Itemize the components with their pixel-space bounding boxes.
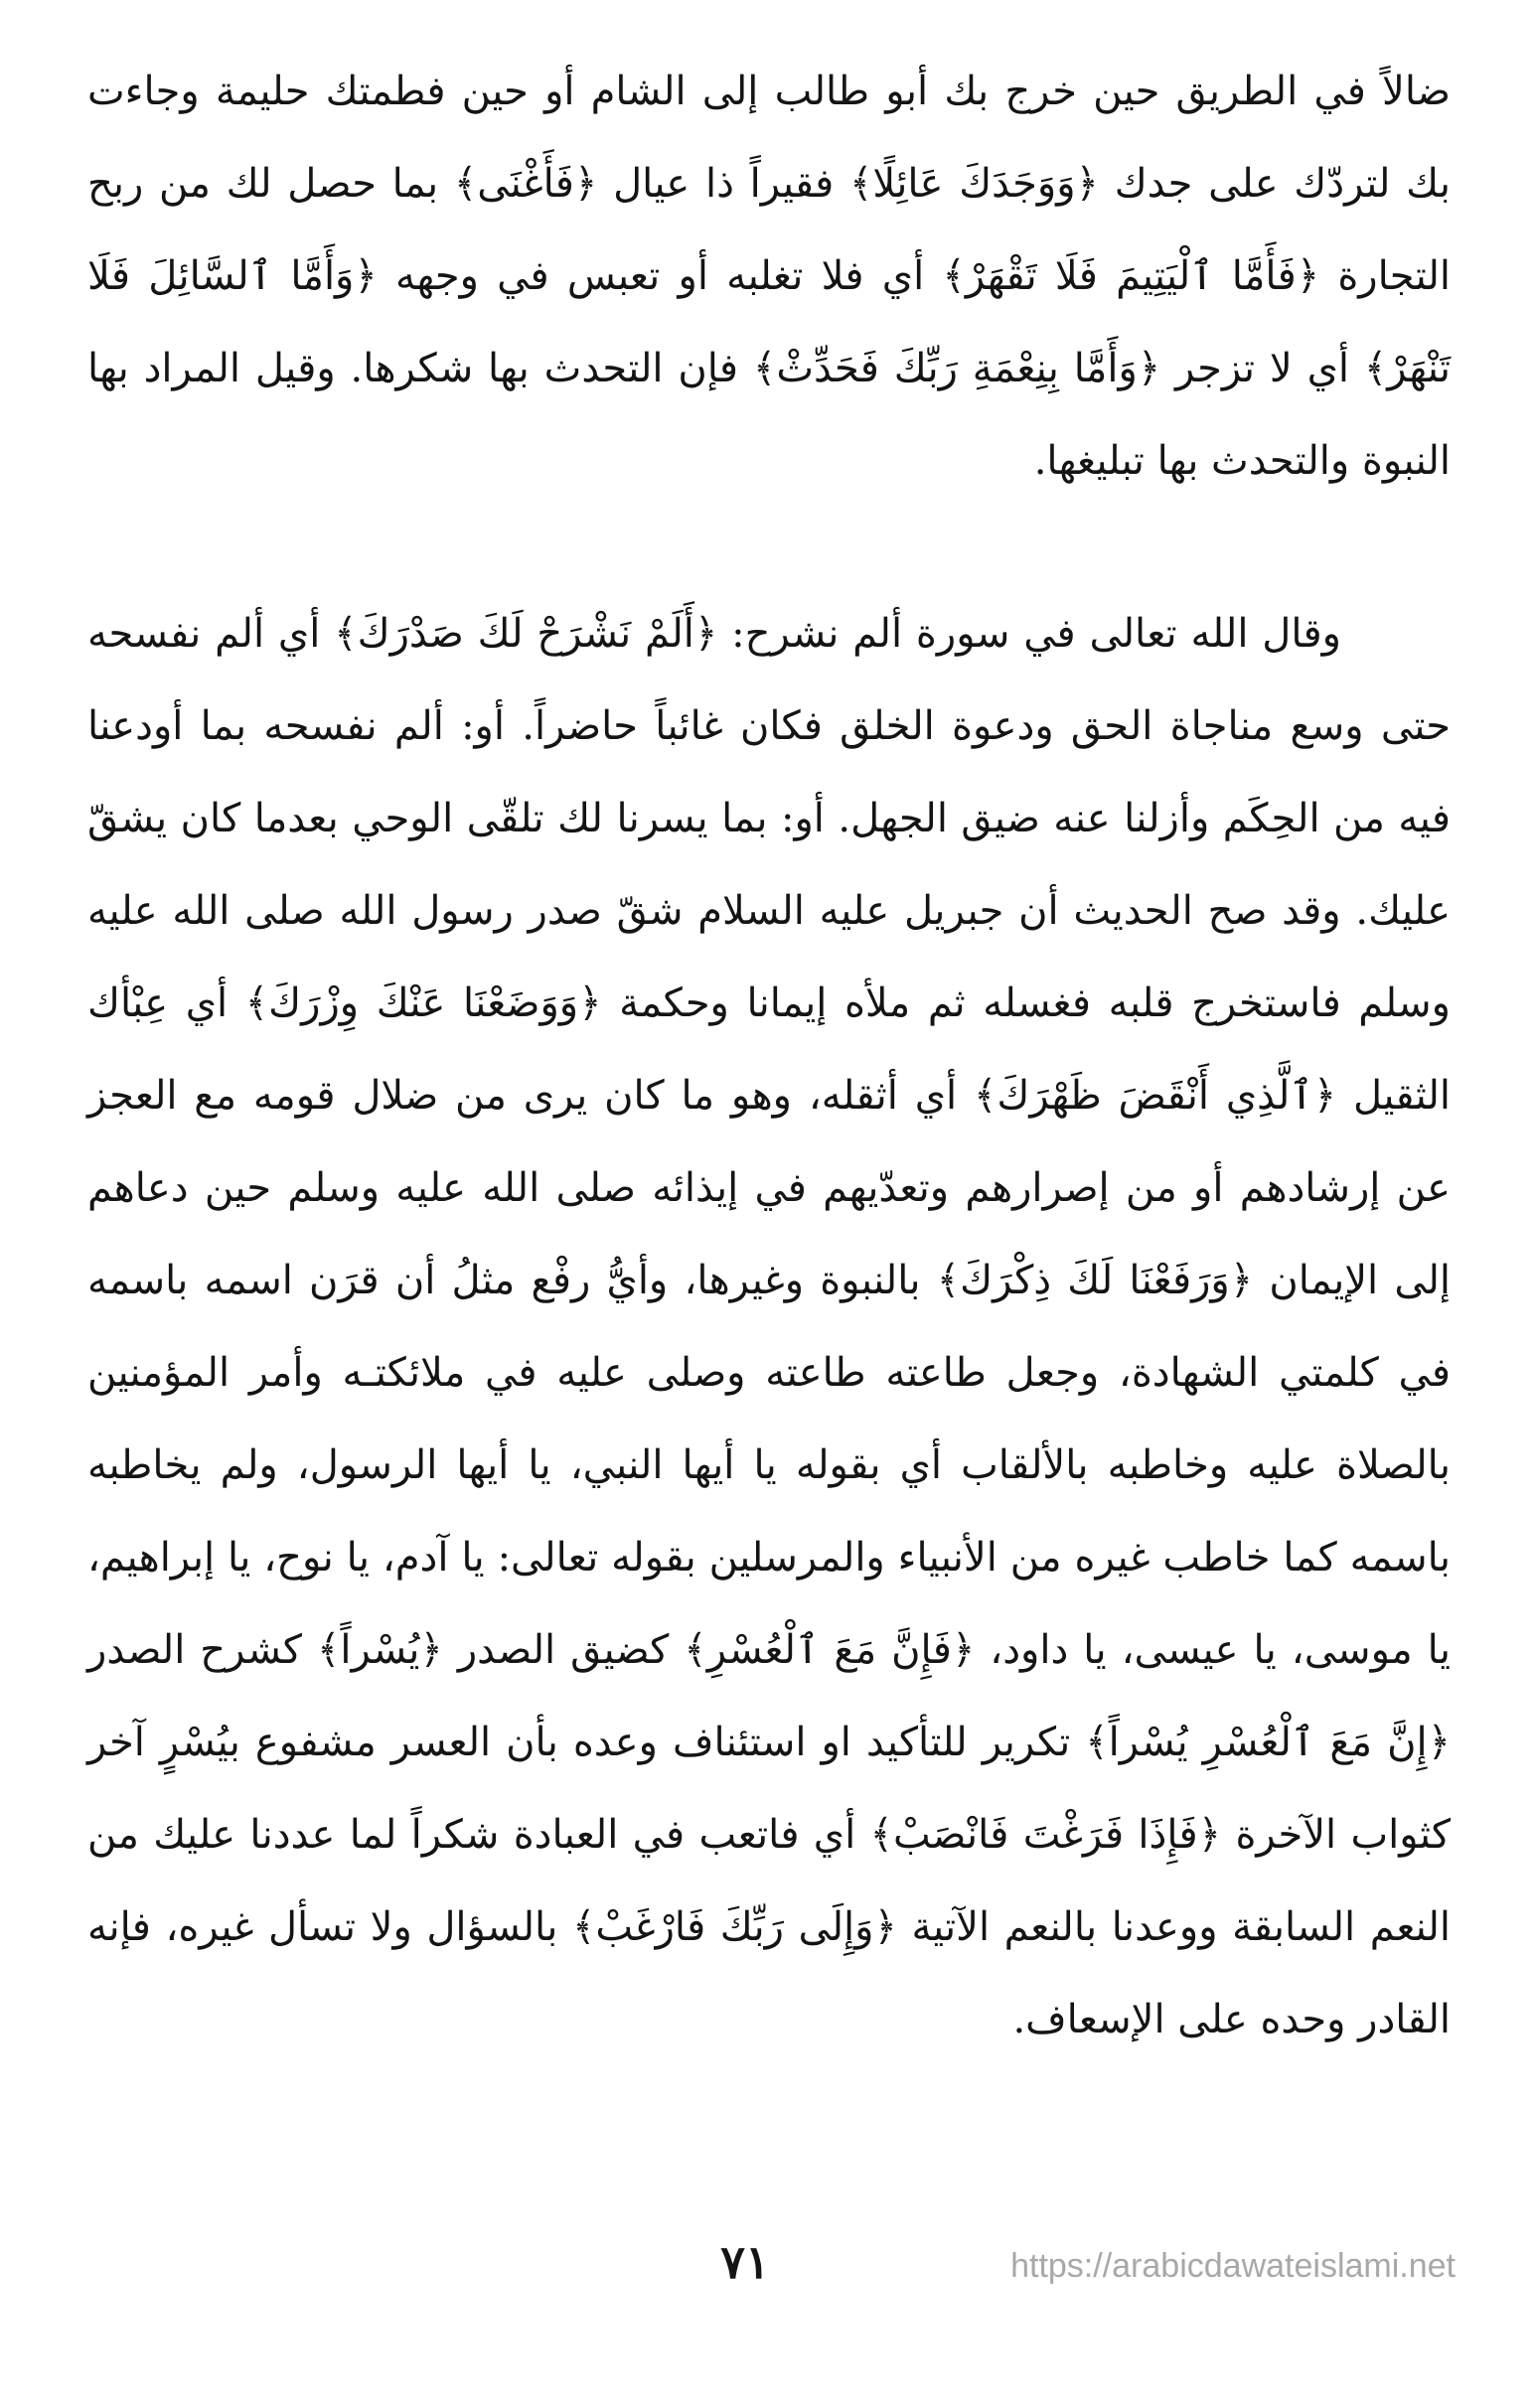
paragraph-1: ضالاً في الطريق حين خرج بك أبو طالب إلى الشام أو حين فطمتك حليمة وجاءت بك لتردّك على جدك ﴿وَوَجَدَكَ عَائِلًا﴾ فقيراً ذا عيال ﴿فَأَغْنَى﴾ بما حصل لك من ربح التجارة ﴿فَأَمَّا ٱلْيَتِيمَ فَلَا تَقْهَرْ﴾ أي فلا تغلبه أو تعبس في وجهه ﴿وَأَمَّا ٱلسَّائِلَ فَلَا تَنْهَرْ﴾ أي لا تزجر ﴿وَأَمَّا بِنِعْمَةِ رَبِّكَ فَحَدِّثْ﴾ فإن التحدث بها شكرها. وقيل المراد بها النبوة والتحدث بها تبليغها.	[87, 69, 1451, 484]
watermark-url: https://arabicdawateislami.net	[1010, 2247, 1456, 2285]
paragraph-2	[87, 588, 1451, 2066]
page-number: ٧١	[720, 2235, 770, 2289]
paragraph-2-text: وقال الله تعالى في سورة ألم نشرح: ﴿أَلَمْ نَشْرَحْ لَكَ صَدْرَكَ﴾ أي ألم نفسحه حتى وسع مناجاة الحق ودعوة الخلق فكان غائباً حاضراً. أو: ألم نفسحه بما أودعنا فيه من الحِكَم وأزلنا عنه ضيق الجهل. أو: بما يسرنا لك تلقّى الوحي بعدما كان يشقّ عليك. وقد صح الحديث أن جبريل عليه السلام شقّ صدر رسول الله صلى الله عليه وسلم فاستخرج قلبه فغسله ثم ملأه إيمانا وحكمة ﴿وَوَضَعْنَا عَنْكَ وِزْرَكَ﴾ أي عِبْأك الثقيل ﴿ٱلَّذِي أَنْقَضَ ظَهْرَكَ﴾ أي أثقله، وهو ما كان يرى من ضلال قومه مع العجز عن إرشادهم أو من إصرارهم وتعدّيهم في إيذائه صلى الله عليه وسلم حين دعاهم إلى الإيمان ﴿وَرَفَعْنَا لَكَ ذِكْرَكَ﴾ بالنبوة وغيرها، وأيُّ رفْع مثلُ أن قرَن اسمه باسمه في كلمتي الشهادة، وجعل طاعته طاعته وصلى عليه في ملائكتـه وأمر المؤمنين بالصلاة عليه وخاطبه بالألقاب أي بقوله يا أيها النبي، يا أيها الرسول، ولم يخاطبه باسمه كما خاطب غيره من الأنبياء والمرسلين بقوله تعالى: يا آدم، يا نوح، يا إبراهيم، يا موسى، يا عيسى، يا داود، ﴿فَإِنَّ مَعَ ٱلْعُسْرِ﴾ كضيق الصدر ﴿يُسْراً﴾ كشرح الصدر ﴿إِنَّ مَعَ ٱلْعُسْرِ يُسْراً﴾ تكرير للتأكيد او استئناف وعده بأن العسر مشفوع بيُسْرٍ آخر كثواب الآخرة ﴿فَإِذَا فَرَغْتَ فَانْصَبْ﴾ أي فاتعب في العبادة شكراً لما عددنا عليك من النعم السابقة ووعدنا بالنعم الآتية ﴿وَإِلَى رَبِّكَ فَارْغَبْ﴾ بالسؤال ولا تسأل غيره، فإنه القادر وحده على الإسعاف.	[87, 611, 1451, 2042]
